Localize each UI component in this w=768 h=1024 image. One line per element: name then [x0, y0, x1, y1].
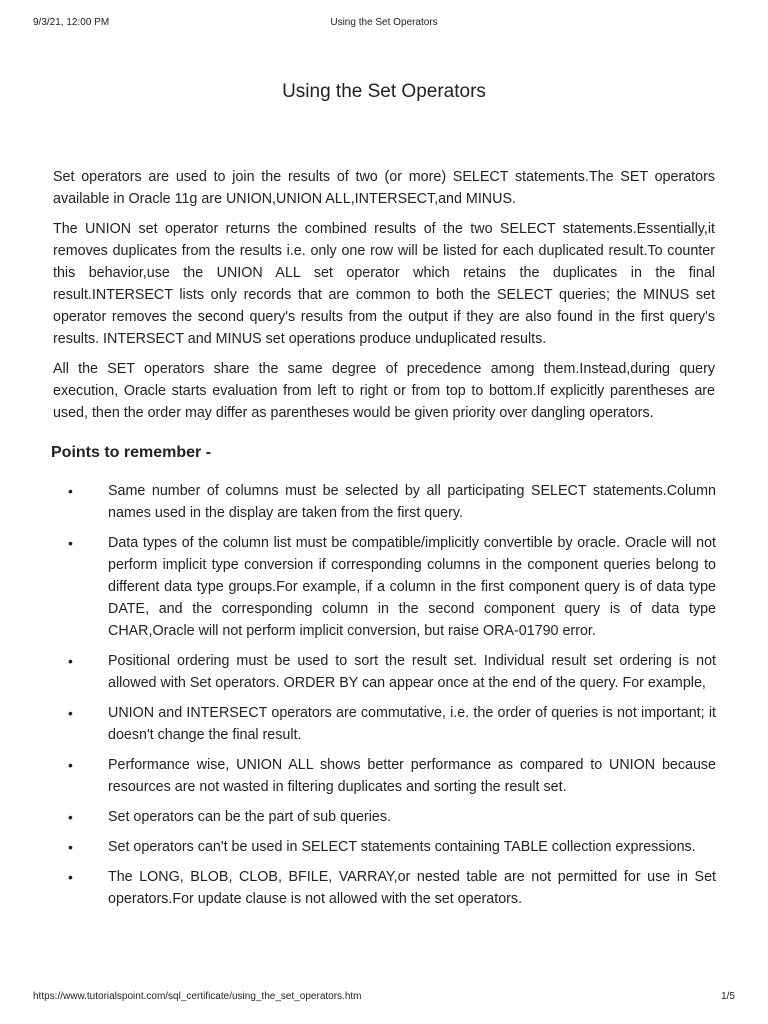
precedence-paragraph: All the SET operators share the same degree of precedence among them.Instead,during query execution, Oracle starts evaluation from left to right or from top to bottom.If explicitly parentheses are used, then the order may differ as parentheses would be given priority over dangling operators. — [53, 361, 715, 421]
print-header-title: Using the Set Operators — [330, 17, 438, 28]
page-title: Using the Set Operators — [282, 81, 486, 102]
bullet-icon: • — [68, 809, 73, 825]
bullet-icon: • — [68, 705, 73, 721]
points-heading: Points to remember - — [51, 444, 212, 461]
list-item — [60, 480, 716, 524]
list-item-text: Data types of the column list must be compatible/implicitly convertible by oracle. Oracle will not perform implicit type conversion if corresponding columns in the component queries belong to different data type groups.For example, if a column in the first component query is of data type DATE, and the corresponding column in the second component query is of data type CHAR,Oracle will not perform implicit conversion, but raise ORA-01790 error. — [108, 535, 716, 639]
list-item-text: The LONG, BLOB, CLOB, BFILE, VARRAY,or nested table are not permitted for use in Set operators.For update clause is not allowed with the set operators. — [108, 869, 716, 907]
list-item-text: Performance wise, UNION ALL shows better performance as compared to UNION because resources are not wasted in filtering duplicates and sorting the result set. — [108, 757, 716, 795]
union-paragraph: The UNION set operator returns the combined results of the two SELECT statements.Essentially,it removes duplicates from the results i.e. only one row will be listed for each duplicated result.To counter this behavior,use the UNION ALL set operator which retains the duplicates in the final result.INTERSECT lists only records that are common to both the SELECT queries; the MINUS set operator removes the second query's results from the output if they are also found in the first query's results. INTERSECT and MINUS set operations produce unduplicated results. — [53, 221, 715, 347]
list-item — [60, 532, 716, 642]
list-item — [60, 650, 716, 694]
list-item-text: Set operators can be the part of sub queries. — [108, 809, 391, 825]
intro-paragraph: Set operators are used to join the results of two (or more) SELECT statements.The SET operators available in Oracle 11g are UNION,UNION ALL,INTERSECT,and MINUS. — [53, 169, 715, 207]
bullet-icon: • — [68, 653, 73, 669]
bullet-icon: • — [68, 483, 73, 499]
article-body — [53, 166, 715, 432]
bullet-icon: • — [68, 869, 73, 885]
print-date: 9/3/21, 12:00 PM — [33, 17, 110, 28]
bullet-icon: • — [68, 839, 73, 855]
points-list — [60, 480, 716, 918]
source-url[interactable]: https://www.tutorialspoint.com/sql_certificate/using_the_set_operators.htm — [33, 991, 362, 1002]
list-item-text: Set operators can't be used in SELECT statements containing TABLE collection expressions. — [108, 839, 696, 855]
list-item — [60, 754, 716, 798]
print-header — [33, 17, 735, 31]
list-item — [60, 806, 716, 828]
page-number: 1/5 — [721, 991, 735, 1002]
list-item — [60, 836, 716, 858]
list-item-text: UNION and INTERSECT operators are commutative, i.e. the order of queries is not important; it doesn't change the final result. — [108, 705, 716, 743]
list-item-text: Positional ordering must be used to sort the result set. Individual result set ordering is not allowed with Set operators. ORDER BY can appear once at the end of the query. For example, — [108, 653, 716, 691]
list-item-text: Same number of columns must be selected by all participating SELECT statements.Column names used in the display are taken from the first query. — [108, 483, 716, 521]
print-footer — [33, 991, 735, 1005]
bullet-icon: • — [68, 757, 73, 773]
bullet-icon: • — [68, 535, 73, 551]
list-item — [60, 702, 716, 746]
list-item — [60, 866, 716, 910]
